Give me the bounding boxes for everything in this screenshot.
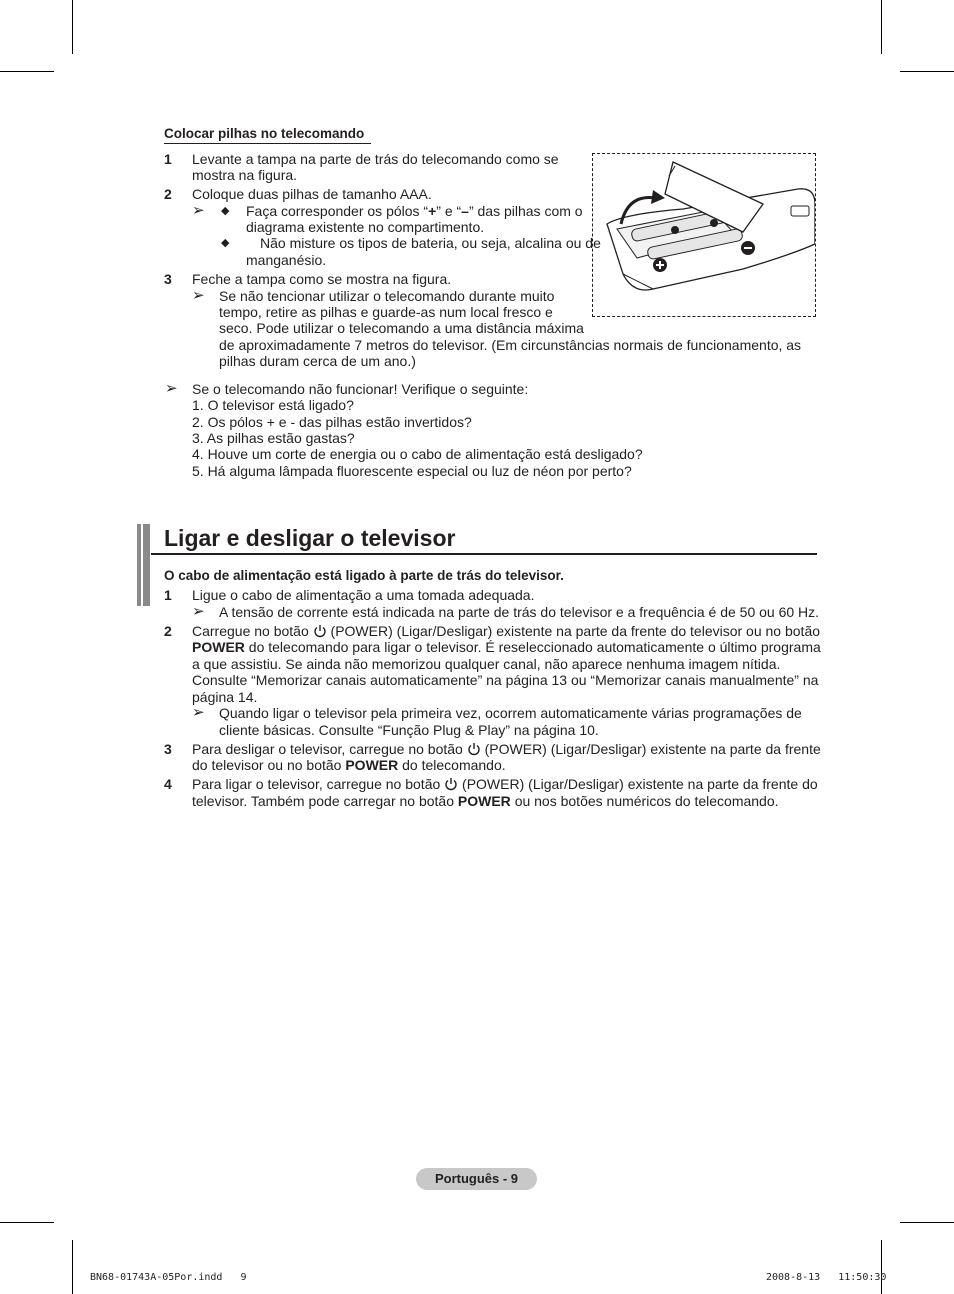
check-item: 4. Houve um corte de energia ou o cabo de alimentação está desligado? xyxy=(192,446,643,462)
section-title-rule xyxy=(151,553,817,555)
step-text-part: do televisor ou no botão xyxy=(192,757,342,773)
power-symbol-icon xyxy=(313,624,327,638)
print-slug-date: 2008-8-13 11:50:30 xyxy=(766,1272,887,1283)
note-text: seco. Pode utilizar o telecomando a uma distância máxima xyxy=(219,320,584,336)
step-text-part: Carregue no botão xyxy=(192,623,309,639)
note-text: de aproximadamente 7 metros do televisor. (Em circunstâncias normais de funcionamento, as xyxy=(219,337,802,353)
check-item: 5. Há alguma lâmpada fluorescente especial ou luz de néon por perto? xyxy=(192,463,632,479)
step-number: 2 xyxy=(164,623,172,639)
arrowhead-note-icon: ➢ xyxy=(192,704,205,721)
batteries-heading-text: Colocar pilhas no telecomando xyxy=(164,126,365,141)
crop-mark xyxy=(881,0,882,54)
check-item: 1. O televisor está ligado? xyxy=(192,397,354,413)
arrowhead-note-icon: ➢ xyxy=(165,380,178,397)
step-text-part: do telecomando para ligar o televisor. É reseleccionado automaticamente o último programa xyxy=(248,639,821,655)
step-text: página 14. xyxy=(192,689,258,705)
arrowhead-note-icon: ➢ xyxy=(192,287,205,304)
bullet-text: Não misture os tipos de bateria, ou seja, alcalina ou de xyxy=(260,235,601,251)
remote-control-illustration xyxy=(593,154,815,316)
section-marker-bar xyxy=(143,524,150,606)
step-text xyxy=(192,741,821,758)
arrowhead-note-icon: ➢ xyxy=(192,603,205,620)
step-text-part: televisor. Também pode carregar no botão xyxy=(192,793,455,809)
crop-mark xyxy=(900,71,954,72)
step-text: Ligue o cabo de alimentação a uma tomada adequada. xyxy=(192,587,535,603)
check-item: 3. As pilhas estão gastas? xyxy=(192,430,355,446)
note-text: Quando ligar o televisor pela primeira vez, ocorrem automaticamente várias programações de xyxy=(219,705,802,721)
step-text: a que assistiu. Se ainda não memorizou qualquer canal, não aparece nenhuma imagem nítida. xyxy=(192,656,781,672)
crop-mark xyxy=(0,71,54,72)
step-number: 2 xyxy=(164,186,172,202)
step-text: Coloque duas pilhas de tamanho AAA. xyxy=(192,186,432,202)
bullet-text xyxy=(246,203,583,220)
arrowhead-note-icon: ➢ xyxy=(192,202,205,219)
power-symbol-icon xyxy=(444,777,458,791)
section-marker-bar xyxy=(137,524,141,606)
check-item: 2. Os pólos + e - das pilhas estão invertidos? xyxy=(192,414,472,430)
batteries-heading xyxy=(164,126,364,143)
crop-mark xyxy=(0,1222,54,1223)
plus-sign: + xyxy=(428,203,437,219)
crop-mark xyxy=(900,1222,954,1223)
step-text xyxy=(192,757,506,774)
step-number: 1 xyxy=(164,587,172,603)
step-text-part: do telecomando. xyxy=(402,757,506,773)
page-number-badge: Português - 9 xyxy=(416,1168,537,1190)
power-keyword: POWER xyxy=(457,793,511,809)
step-text xyxy=(192,793,779,810)
step-text-part: (POWER) (Ligar/Desligar) existente na parte da frente xyxy=(484,741,821,757)
crop-mark xyxy=(881,1240,882,1294)
print-slug-file: BN68-01743A-05Por.indd 9 xyxy=(90,1272,247,1283)
step-text-part: Para desligar o televisor, carregue no botão xyxy=(192,741,463,757)
power-symbol-icon xyxy=(467,742,481,756)
step-text xyxy=(192,776,818,793)
bullet-text-part: Faça corresponder os pólos “ xyxy=(246,203,429,219)
step-number: 1 xyxy=(164,151,172,167)
power-keyword: POWER xyxy=(345,757,399,773)
step-text: Consulte “Memorizar canais automaticamente” na página 13 ou “Memorizar canais manualmente” na xyxy=(192,672,819,688)
bullet-text-part: ” das pilhas com o xyxy=(468,203,583,219)
bullet-text: manganésio. xyxy=(246,252,327,268)
diamond-bullet-icon: ◆ xyxy=(221,237,230,249)
bullet-text: diagrama existente no compartimento. xyxy=(246,219,485,235)
step-text xyxy=(192,623,820,640)
crop-mark xyxy=(72,0,73,54)
note-text: Se não tencionar utilizar o telecomando durante muito xyxy=(219,288,555,304)
note-text: pilhas duram cerca de um ano.) xyxy=(219,353,416,369)
step-text-part: (POWER) (Ligar/Desligar) existente na parte da frente do xyxy=(462,776,818,792)
step-text-part: Para ligar o televisor, carregue no botão xyxy=(192,776,441,792)
step-number: 4 xyxy=(164,776,172,792)
step-text: Feche a tampa como se mostra na figura. xyxy=(192,271,452,287)
step-text-part: (POWER) (Ligar/Desligar) existente na parte da frente do televisor ou no botão xyxy=(330,623,821,639)
check-intro: Se o telecomando não funcionar! Verifique o seguinte: xyxy=(192,381,529,397)
power-intro: O cabo de alimentação está ligado à parte de trás do televisor. xyxy=(164,568,564,583)
diamond-bullet-icon: ◆ xyxy=(221,205,230,217)
note-text: A tensão de corrente está indicada na parte de trás do televisor e a frequência é de 50 ou 60 Hz. xyxy=(219,604,820,620)
power-keyword: POWER xyxy=(192,639,245,655)
minus-sign: – xyxy=(461,203,469,219)
note-text: tempo, retire as pilhas e guarde-as num local fresco e xyxy=(219,304,553,320)
step-text xyxy=(192,639,821,656)
step-text-part: ou nos botões numéricos do telecomando. xyxy=(514,793,779,809)
bullet-text-part: ” e “ xyxy=(436,203,462,219)
step-number: 3 xyxy=(164,271,172,287)
remote-battery-figure xyxy=(592,153,816,317)
crop-mark xyxy=(72,1240,73,1294)
section-title: Ligar e desligar o televisor xyxy=(164,525,456,551)
step-number: 3 xyxy=(164,741,172,757)
heading-underline xyxy=(164,143,371,144)
step-text: Levante a tampa na parte de trás do telecomando como se xyxy=(192,151,559,167)
step-text: mostra na figura. xyxy=(192,167,298,183)
note-text: cliente básicas. Consulte “Função Plug & Play” na página 10. xyxy=(219,722,599,738)
